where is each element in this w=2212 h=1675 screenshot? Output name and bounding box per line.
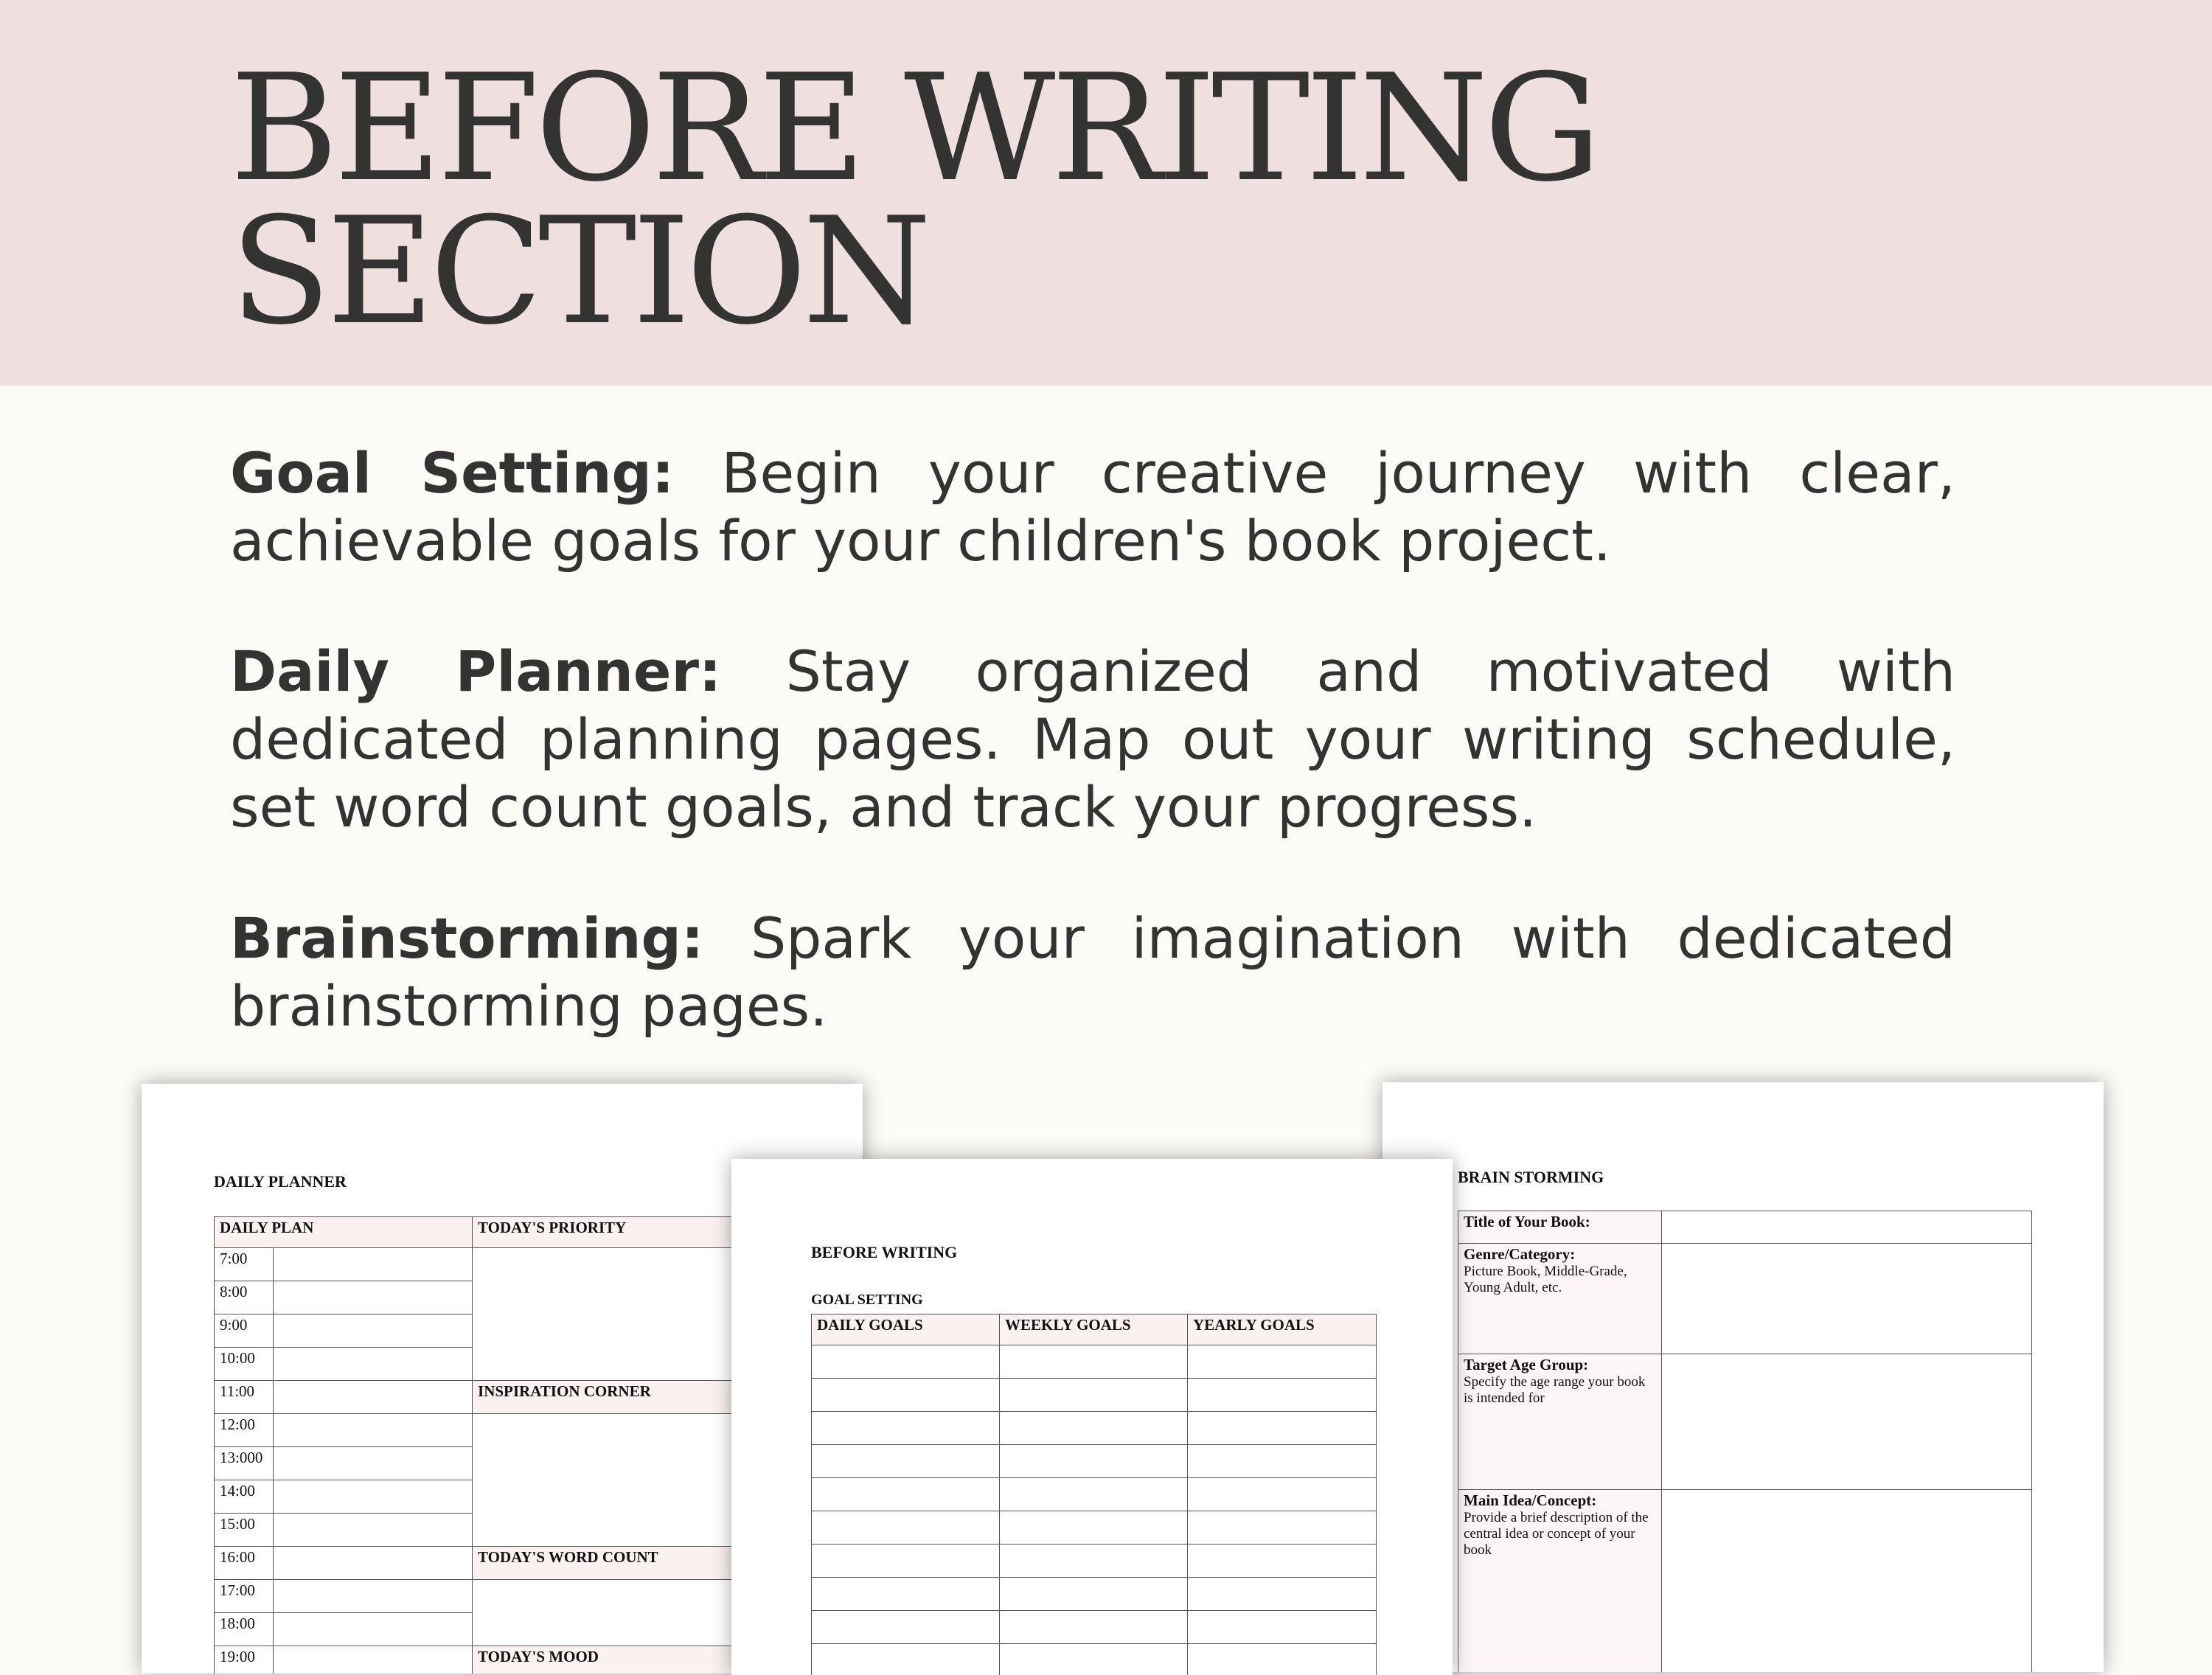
weekly-goals-header: WEEKLY GOALS xyxy=(1000,1314,1188,1345)
priority-header: TODAY'S PRIORITY xyxy=(473,1217,863,1248)
time-cell: 13:000 xyxy=(215,1447,274,1480)
daily-planner-text: Stay organized and motivated with dedicated planning pages. Map out your writing schedule, set word count goals, and track your progress. xyxy=(230,638,1956,840)
brainstorm-row: Genre/Category: Picture Book, Middle-Grade, Young Adult, etc. xyxy=(1458,1244,1662,1354)
time-cell: 17:00 xyxy=(215,1580,274,1613)
goal-setting-subtitle: GOAL SETTING xyxy=(811,1292,923,1308)
goal-setting-page-title: BEFORE WRITING xyxy=(811,1243,958,1261)
daily-goals-header: DAILY GOALS xyxy=(812,1314,1000,1345)
title-banner xyxy=(0,0,2212,386)
title-line-1: BEFORE WRITING xyxy=(230,43,1598,215)
time-cell: 18:00 xyxy=(215,1613,274,1646)
brainstorm-row: Target Age Group: Specify the age range your book is intended for xyxy=(1458,1354,1662,1490)
word-count-header: TODAY'S WORD COUNT xyxy=(473,1547,863,1580)
inspiration-header: INSPIRATION CORNER xyxy=(473,1381,863,1414)
goal-setting-description xyxy=(230,439,1955,575)
brainstorming-title: BRAIN STORMING xyxy=(1458,1168,1604,1186)
mood-header: TODAY'S MOOD xyxy=(473,1646,863,1674)
time-cell: 14:00 xyxy=(215,1480,274,1514)
time-cell: 15:00 xyxy=(215,1514,274,1547)
time-cell: 10:00 xyxy=(215,1348,274,1381)
goal-setting-page xyxy=(731,1159,1453,1675)
time-cell: 11:00 xyxy=(215,1381,274,1414)
yearly-goals-header: YEARLY GOALS xyxy=(1188,1314,1377,1345)
brainstorming-page xyxy=(1382,1082,2104,1672)
daily-planner-description xyxy=(230,638,1955,841)
time-cell: 19:00 xyxy=(215,1646,274,1674)
goal-setting-table xyxy=(811,1314,1377,1675)
section-title xyxy=(230,43,1598,358)
daily-planner-title: DAILY PLANNER xyxy=(214,1172,347,1191)
brainstorming-description xyxy=(230,905,1955,1040)
title-line-2: SECTION xyxy=(230,186,928,358)
brainstorm-row: Main Idea/Concept: Provide a brief description of the central idea or concept of your book xyxy=(1458,1490,1662,1673)
goal-setting-label: Goal Setting: xyxy=(230,440,675,506)
time-cell: 7:00 xyxy=(215,1248,274,1281)
time-cell: 9:00 xyxy=(215,1314,274,1348)
brainstorm-row: Title of Your Book: xyxy=(1458,1211,1662,1244)
daily-planner-label: Daily Planner: xyxy=(230,638,722,704)
brainstorming-text: Spark your imagination with dedicated brainstorming pages. xyxy=(230,905,1955,1039)
time-cell: 16:00 xyxy=(215,1547,274,1580)
brainstorming-label: Brainstorming: xyxy=(230,905,704,971)
goal-setting-text: Begin your creative journey with clear, achievable goals for your children's book project. xyxy=(230,440,1955,574)
daily-plan-header: DAILY PLAN xyxy=(215,1217,473,1248)
time-cell: 8:00 xyxy=(215,1281,274,1314)
time-cell: 12:00 xyxy=(215,1414,274,1447)
brainstorming-table xyxy=(1458,1211,2032,1672)
